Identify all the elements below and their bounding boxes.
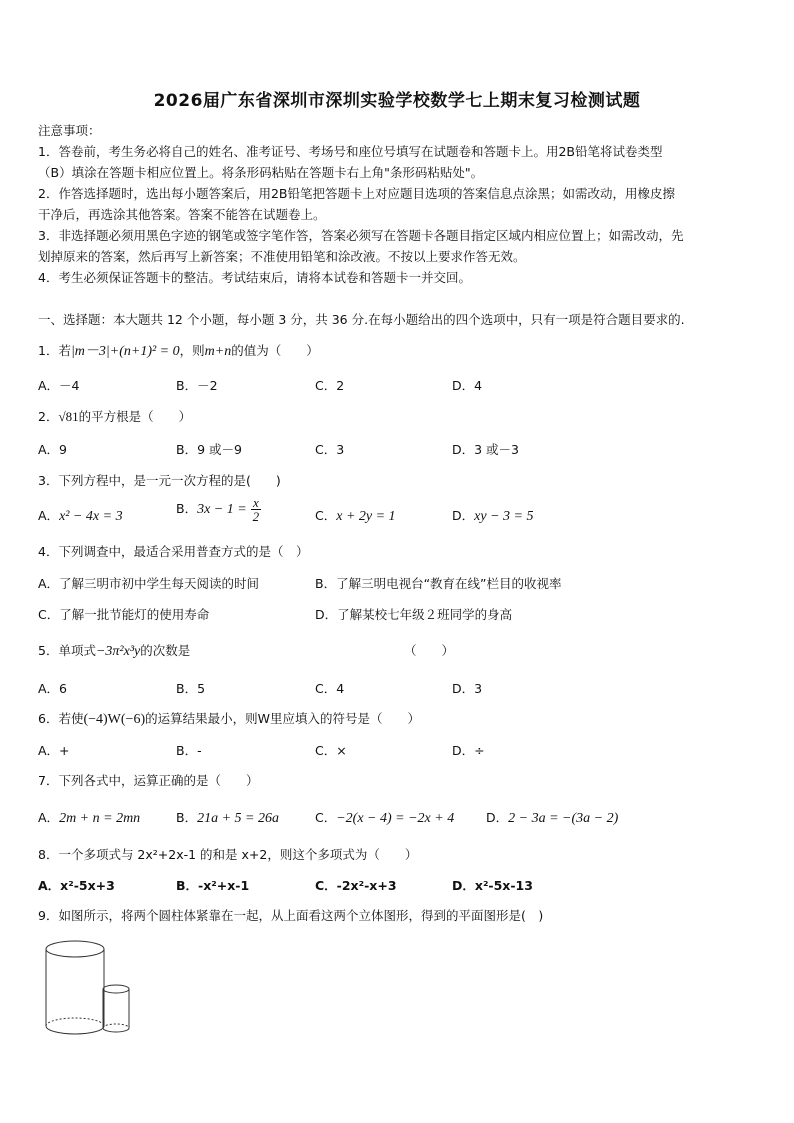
question-1	[38, 340, 319, 360]
q7-option-a[interactable]	[38, 808, 140, 827]
q1-stem: 的值为（ ）	[231, 343, 319, 358]
q7-option-c[interactable]	[315, 808, 454, 827]
q2-option-a[interactable]: A．9	[38, 442, 68, 457]
q5-option-b[interactable]: B．5	[176, 681, 206, 696]
q3-formula: 3x − 1 =	[197, 502, 247, 517]
small-cylinder-top	[103, 985, 129, 993]
q2-stem: 的平方根是（ ）	[78, 409, 192, 424]
notice-line: 干净后，再选涂其他答案。答案不能答在试题卷上。	[38, 207, 326, 222]
q5-stem: 的次数是	[140, 643, 191, 658]
small-cylinder-bottom	[103, 1028, 129, 1032]
question-9: 9．如图所示，将两个圆柱体紧靠在一起，从上面看这两个立体图形，得到的平面图形是( )	[38, 908, 544, 923]
q2-option-d[interactable]: D．3 或－3	[452, 442, 520, 457]
q3-fraction	[251, 496, 262, 523]
q2-option-c[interactable]: C．3	[315, 442, 345, 457]
section-heading: 一、选择题：本大题共 12 个小题，每小题 3 分，共 36 分.在每小题给出的四个选项中，只有一项是符合题目要求的.	[38, 312, 685, 327]
q3-formula: x² − 4x = 3	[59, 509, 123, 524]
option-label: B．	[176, 501, 198, 516]
notice-line: （B）填涂在答题卡相应位置上。将条形码粘贴在答题卡右上角"条形码粘贴处"。	[38, 165, 484, 180]
question-6	[38, 709, 420, 728]
question-8: 8．一个多项式与 2x²+2x-1 的和是 x+2，则这个多项式为（ ）	[38, 847, 418, 862]
q5-option-d[interactable]: D．3	[452, 681, 483, 696]
q6-option-c[interactable]: C．×	[315, 743, 347, 758]
q7-option-d[interactable]	[486, 808, 618, 827]
q1-option-d[interactable]: D．4	[452, 378, 483, 393]
q1-stem: 1．若	[38, 343, 71, 358]
fraction-denominator: 2	[252, 509, 260, 524]
question-7: 7．下列各式中，运算正确的是（ ）	[38, 773, 259, 788]
option-label: B．	[176, 810, 198, 825]
q1-stem: ，则	[179, 343, 205, 358]
q1-option-b[interactable]: B．－2	[176, 378, 218, 393]
question-2	[38, 407, 191, 425]
fraction-numerator: x	[251, 496, 262, 510]
q2-option-b[interactable]: B．9 或－9	[176, 442, 242, 457]
q5-option-a[interactable]: A．6	[38, 681, 68, 696]
notice-line: 划掉原来的答案，然后再写上新答案；不准使用铅笔和涂改液。不按以上要求作答无效。	[38, 249, 526, 264]
q3-option-c[interactable]	[315, 506, 396, 525]
option-label: C．	[315, 508, 337, 523]
option-label: D．	[452, 508, 475, 523]
option-label: D．	[486, 810, 509, 825]
q7-formula: 2m + n = 2mn	[59, 811, 141, 826]
q7-option-b[interactable]	[176, 808, 279, 827]
q7-formula: −2(x − 4) = −2x + 4	[336, 811, 455, 826]
q2-stem: 2．	[38, 409, 59, 424]
q4-option-b[interactable]: B．了解三明电视台“教育在线”栏目的收视率	[315, 576, 562, 591]
option-label: A．	[38, 508, 60, 523]
notice-heading: 注意事项：	[38, 123, 101, 138]
notice-line: 1．答卷前，考生务必将自己的姓名、准考证号、考场号和座位号填写在试题卷和答题卡上。用2B铅笔将试卷类型	[38, 144, 663, 159]
q6-option-d[interactable]: D．÷	[452, 743, 485, 758]
q4-option-c[interactable]: C．了解一批节能灯的使用寿命	[38, 607, 210, 622]
q7-formula: 21a + 5 = 26a	[197, 811, 279, 826]
q1-option-a[interactable]: A．－4	[38, 378, 80, 393]
option-label: C．	[315, 810, 337, 825]
q4-option-d[interactable]: D．了解某校七年级２班同学的身高	[315, 607, 513, 622]
q8-option-d[interactable]: D．x²-5x-13	[452, 878, 533, 893]
question-3: 3．下列方程中，是一元一次方程的是( )	[38, 473, 281, 488]
q3-option-a[interactable]	[38, 506, 123, 525]
notice-line: 2．作答选择题时，选出每小题答案后，用2B铅笔把答题卡上对应题目选项的答案信息点涂黑；如需改动，用橡皮擦	[38, 186, 675, 201]
q5-option-c[interactable]: C．4	[315, 681, 345, 696]
notice-line: 3．非选择题必须用黑色字迹的钢笔或签字笔作答，答案必须写在答题卡各题目指定区域内相应位置上；如需改动，先	[38, 228, 684, 243]
q8-option-b[interactable]: B．-x²+x-1	[176, 878, 250, 893]
q5-formula: −3π²x³y	[95, 644, 141, 659]
q6-option-a[interactable]: A．+	[38, 743, 70, 758]
large-cylinder-hidden-edge	[46, 1018, 104, 1026]
q1-formula: m+n	[204, 344, 232, 359]
small-cylinder-hidden-edge	[103, 1024, 129, 1028]
q3-formula: xy − 3 = 5	[474, 509, 534, 524]
q1-formula: |m－3|+(n+1)² = 0	[70, 344, 180, 359]
q3-formula: x + 2y = 1	[336, 509, 396, 524]
q8-option-c[interactable]: C．-2x²-x+3	[315, 878, 397, 893]
cylinders-figure	[40, 938, 140, 1040]
q4-option-a[interactable]: A．了解三明市初中学生每天阅读的时间	[38, 576, 260, 591]
large-cylinder-top	[46, 941, 104, 957]
question-5	[38, 641, 190, 660]
page-title: 2026届广东省深圳市深圳实验学校数学七上期末复习检测试题	[153, 91, 641, 111]
large-cylinder-bottom	[46, 1026, 104, 1034]
q6-stem: 6．若使	[38, 711, 84, 726]
q5-stem: 5．单项式	[38, 643, 96, 658]
q3-option-d[interactable]	[452, 506, 533, 525]
q7-formula: 2 − 3a = −(3a − 2)	[508, 811, 619, 826]
q3-option-b[interactable]	[176, 496, 261, 523]
option-label: A．	[38, 810, 60, 825]
question-4: 4．下列调查中，最适合采用普查方式的是（ ）	[38, 544, 309, 559]
q5-answer-paren: （ ）	[404, 643, 455, 658]
q6-formula: (−4)W(−6)	[83, 712, 146, 727]
q8-option-a[interactable]: A．x²-5x+3	[38, 878, 115, 893]
q2-formula: √81	[58, 409, 79, 424]
q6-stem: 的运算结果最小，则W里应填入的符号是（ ）	[145, 711, 420, 726]
notice-line: 4．考生必须保证答题卡的整洁。考试结束后，请将本试卷和答题卡一并交回。	[38, 270, 471, 285]
q1-option-c[interactable]: C．2	[315, 378, 345, 393]
q6-option-b[interactable]: B．-	[176, 743, 202, 758]
